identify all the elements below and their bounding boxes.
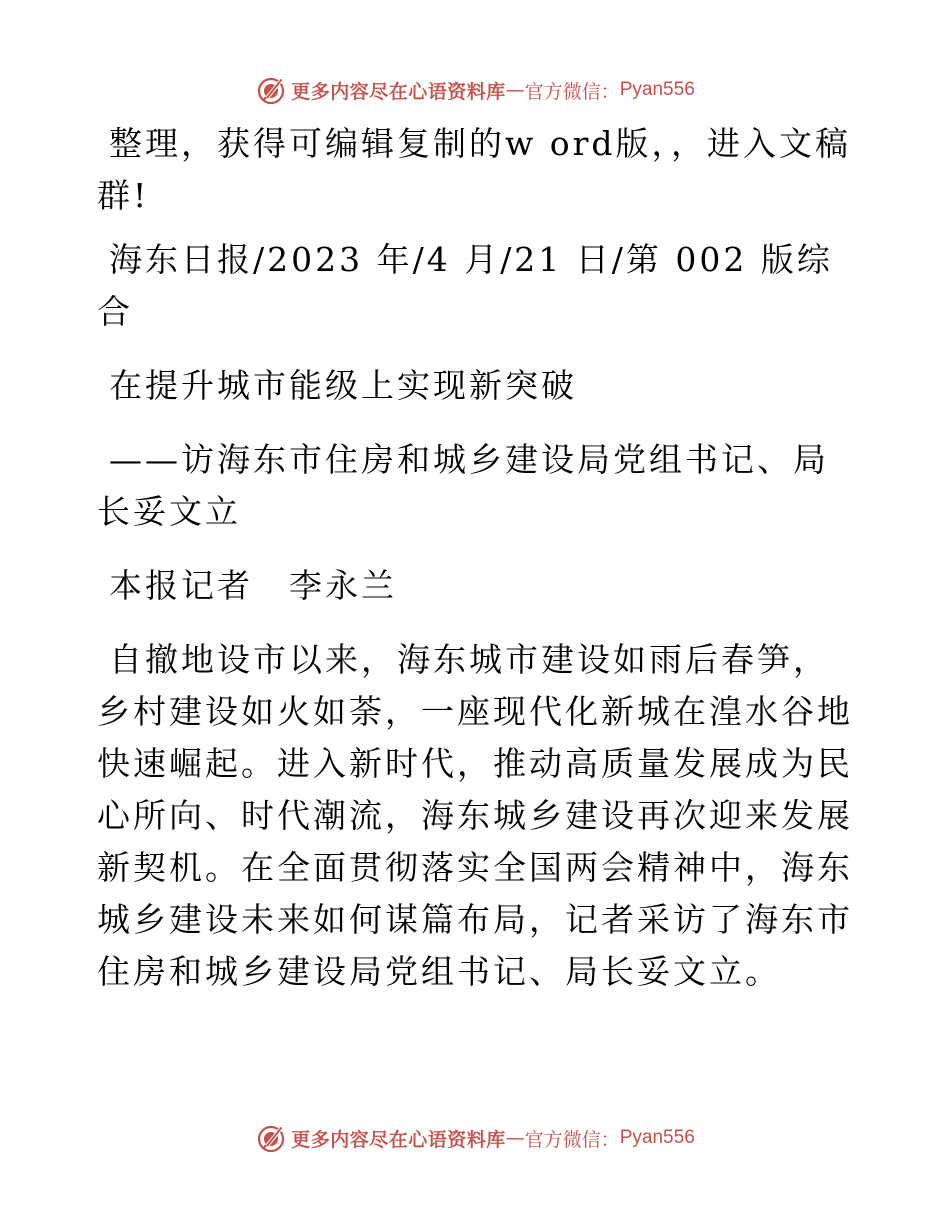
header-watermark <box>0 70 950 110</box>
quill-logo-icon <box>255 1122 287 1154</box>
watermark-official-label: 官方微信： <box>524 1128 620 1151</box>
watermark-brand-text: 更多内容尽在心语资料库 <box>291 1128 506 1151</box>
watermark-wechat-handle: Pyan556 <box>619 1127 695 1148</box>
document-body <box>97 118 857 998</box>
intro-note: 整理，获得可编辑复制的w ord版，，进入文稿群! <box>97 124 852 215</box>
footer-watermark <box>0 1118 950 1158</box>
watermark-brand-text: 更多内容尽在心语资料库 <box>291 80 506 103</box>
watermark-separator: — <box>505 1127 525 1149</box>
watermark-official-label: 官方微信： <box>524 80 620 103</box>
body-paragraph: 自撤地设市以来，海东城市建设如雨后春笋，乡村建设如火如荼，一座现代化新城在湟水谷地快速崛起。进入新时代，推动高质量发展成为民心所向、时代潮流，海东城乡建设再次迎来发展新契机。在全面贯彻落实全国两会精神中，海东城乡建设未来如何谋篇布局，记者采访了海东市住房和城乡建设局党组书记、局长妥文立。 <box>97 640 853 991</box>
source-line: 海东日报/2023 年/4 月/21 日/第 002 版综合 <box>97 240 833 331</box>
quill-logo-icon <box>255 74 287 106</box>
watermark-separator: — <box>505 79 525 101</box>
headline: 在提升城市能级上实现新突破 <box>109 366 577 405</box>
subheadline: ——访海东市住房和城乡建设局党组书记、局长妥文立 <box>97 440 829 531</box>
byline: 本报记者 李永兰 <box>109 566 397 605</box>
watermark-wechat-handle: Pyan556 <box>619 79 695 100</box>
